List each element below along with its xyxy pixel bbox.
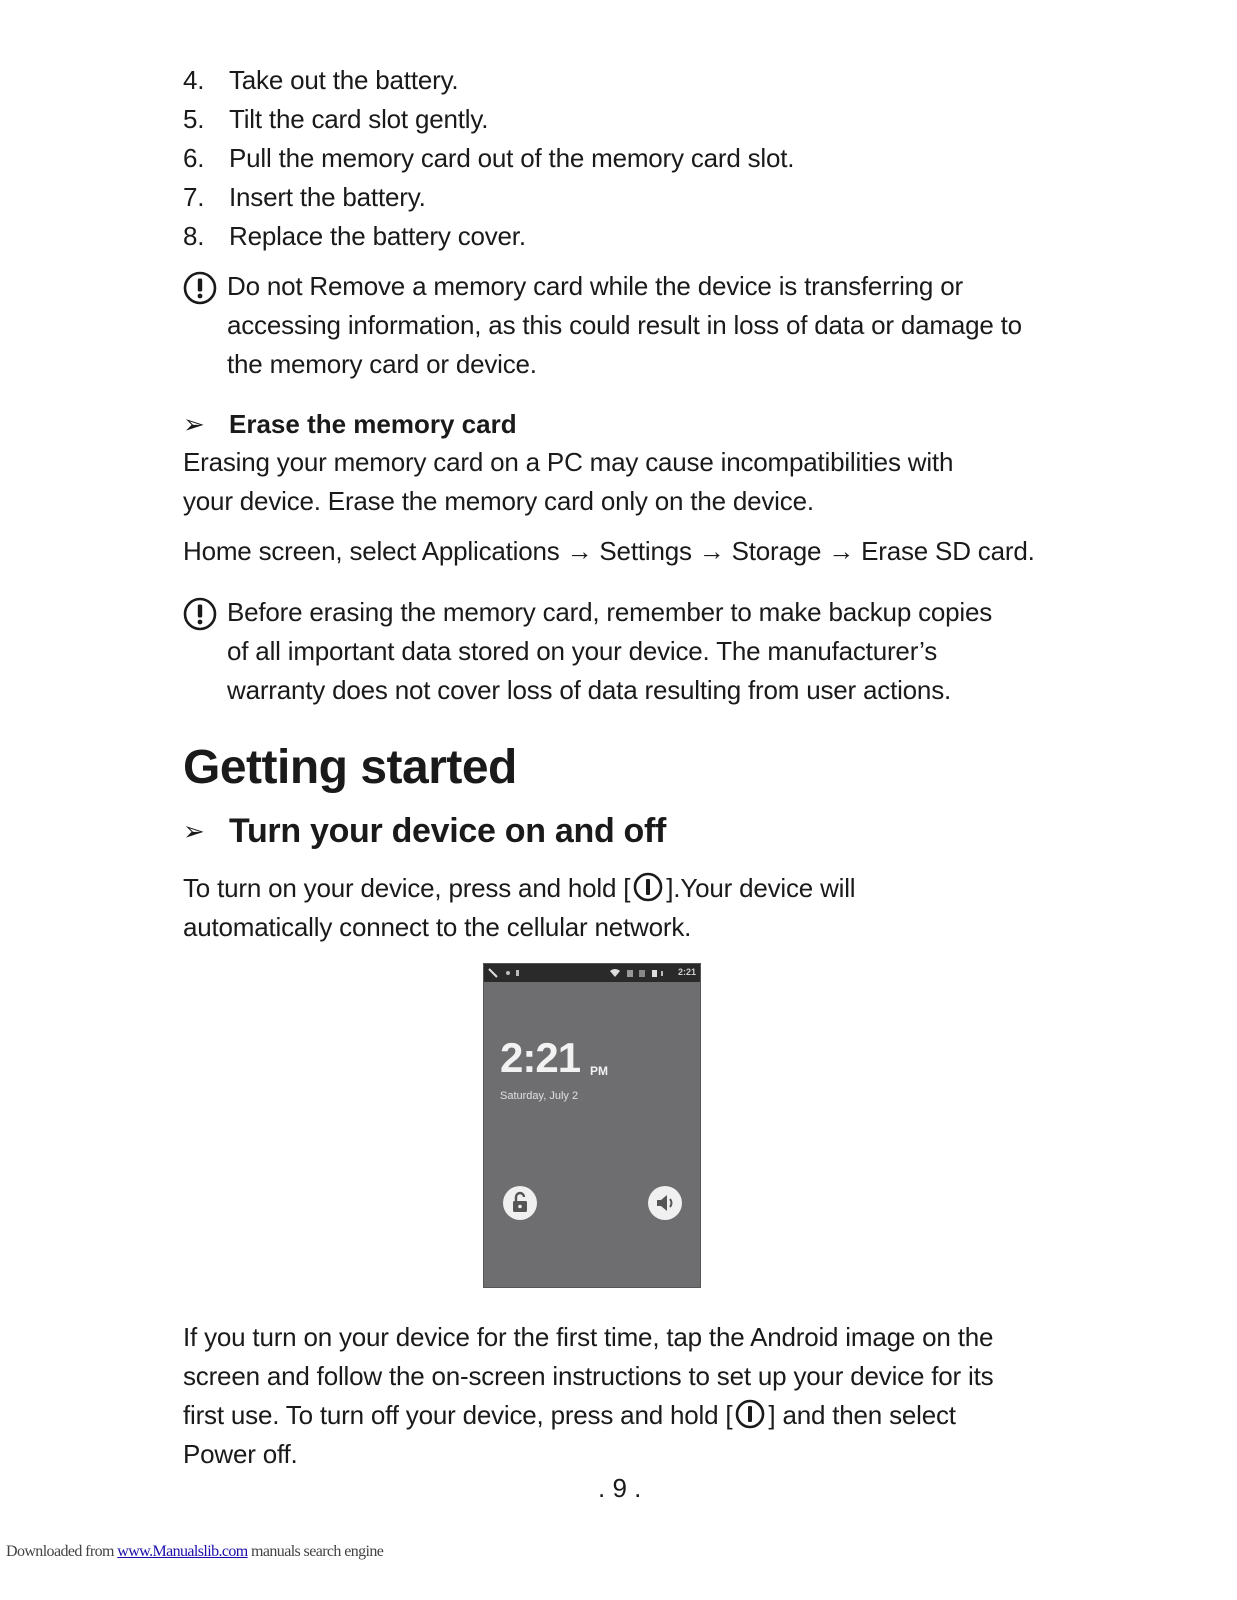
list-item [183, 139, 1063, 178]
section-heading [183, 405, 517, 444]
step-number: 8. [183, 221, 205, 251]
power-icon [735, 1399, 765, 1429]
warning-icon [183, 267, 227, 384]
step-text: Pull the memory card out of the memory card slot. [229, 143, 795, 173]
section-title: Erase the memory card [229, 409, 517, 439]
step-number: 7. [183, 182, 205, 212]
step-number: 6. [183, 143, 205, 173]
note-line: warranty does not cover loss of data resulting from user actions. [227, 675, 952, 705]
step-text: Take out the battery. [229, 65, 459, 95]
step-text: Insert the battery. [229, 182, 426, 212]
power-icon [633, 872, 663, 902]
warning-icon [183, 593, 227, 710]
chapter-title: Getting started [183, 741, 517, 794]
arrow-bullet-icon: ➢ [183, 409, 205, 439]
lock-clock: 2:21 [500, 1034, 581, 1081]
note-line: Do not Remove a memory card while the device is transferring or [227, 271, 963, 301]
settings-path: Home screen, select Applications → Settings → Storage → Erase SD card. [183, 536, 1035, 566]
step-number: 5. [183, 104, 205, 134]
warning-note [183, 593, 1063, 710]
lock-clock-ampm: PM [590, 1064, 608, 1078]
text-segment: ] and then select [768, 1400, 956, 1430]
lock-date: Saturday, July 2 [500, 1090, 579, 1102]
note-line: the memory card or device. [227, 349, 537, 379]
paragraph-line [183, 869, 855, 908]
list-item [183, 100, 1063, 139]
paragraph-line: screen and follow the on-screen instructions to set up your device for its [183, 1361, 994, 1391]
notification-icons [488, 967, 528, 979]
manualslib-link[interactable]: www.Manualslib.com [117, 1543, 248, 1560]
paragraph-line: If you turn on your device for the first time, tap the Android image on the [183, 1322, 994, 1352]
list-item [183, 61, 1063, 100]
text-segment: first use. To turn off your device, press and hold [ [183, 1400, 733, 1430]
status-bar [484, 964, 700, 982]
steps-list [183, 61, 1063, 256]
step-text: Replace the battery cover. [229, 221, 526, 251]
intro-paragraph [183, 869, 855, 947]
text-segment: To turn on your device, press and hold [ [183, 873, 631, 903]
note-line: of all important data stored on your device. The manufacturer’s [227, 636, 938, 666]
note-line: Before erasing the memory card, remember to make backup copies [227, 597, 993, 627]
footer-suffix: manuals search engine [247, 1543, 384, 1560]
step-text: Tilt the card slot gently. [229, 104, 489, 134]
outro-paragraph [183, 1318, 993, 1474]
paragraph-line [183, 1396, 993, 1435]
volume-icon [648, 1186, 682, 1220]
text-segment: ].Your device will [666, 873, 856, 903]
section-heading [183, 812, 666, 851]
list-item [183, 217, 1063, 256]
paragraph-line: Erasing your memory card on a PC may cause incompatibilities with [183, 447, 954, 477]
section-title: Turn your device on and off [229, 812, 667, 850]
system-status-icons [608, 967, 670, 979]
page-number: . 9 . [598, 1473, 642, 1503]
paragraph-line: automatically connect to the cellular network. [183, 912, 692, 942]
status-clock: 2:21 [677, 967, 696, 977]
download-footer [6, 1543, 383, 1561]
list-item [183, 178, 1063, 217]
erase-paragraph [183, 443, 953, 521]
warning-note [183, 267, 1063, 384]
lock-screen-image [483, 963, 701, 1288]
note-line: accessing information, as this could result in loss of data or damage to [227, 310, 1022, 340]
step-number: 4. [183, 65, 205, 95]
footer-prefix: Downloaded from [6, 1543, 118, 1560]
arrow-bullet-icon: ➢ [183, 816, 205, 846]
paragraph-line: Power off. [183, 1439, 298, 1469]
paragraph-line: your device. Erase the memory card only on the device. [183, 486, 814, 516]
unlock-icon [503, 1186, 537, 1220]
